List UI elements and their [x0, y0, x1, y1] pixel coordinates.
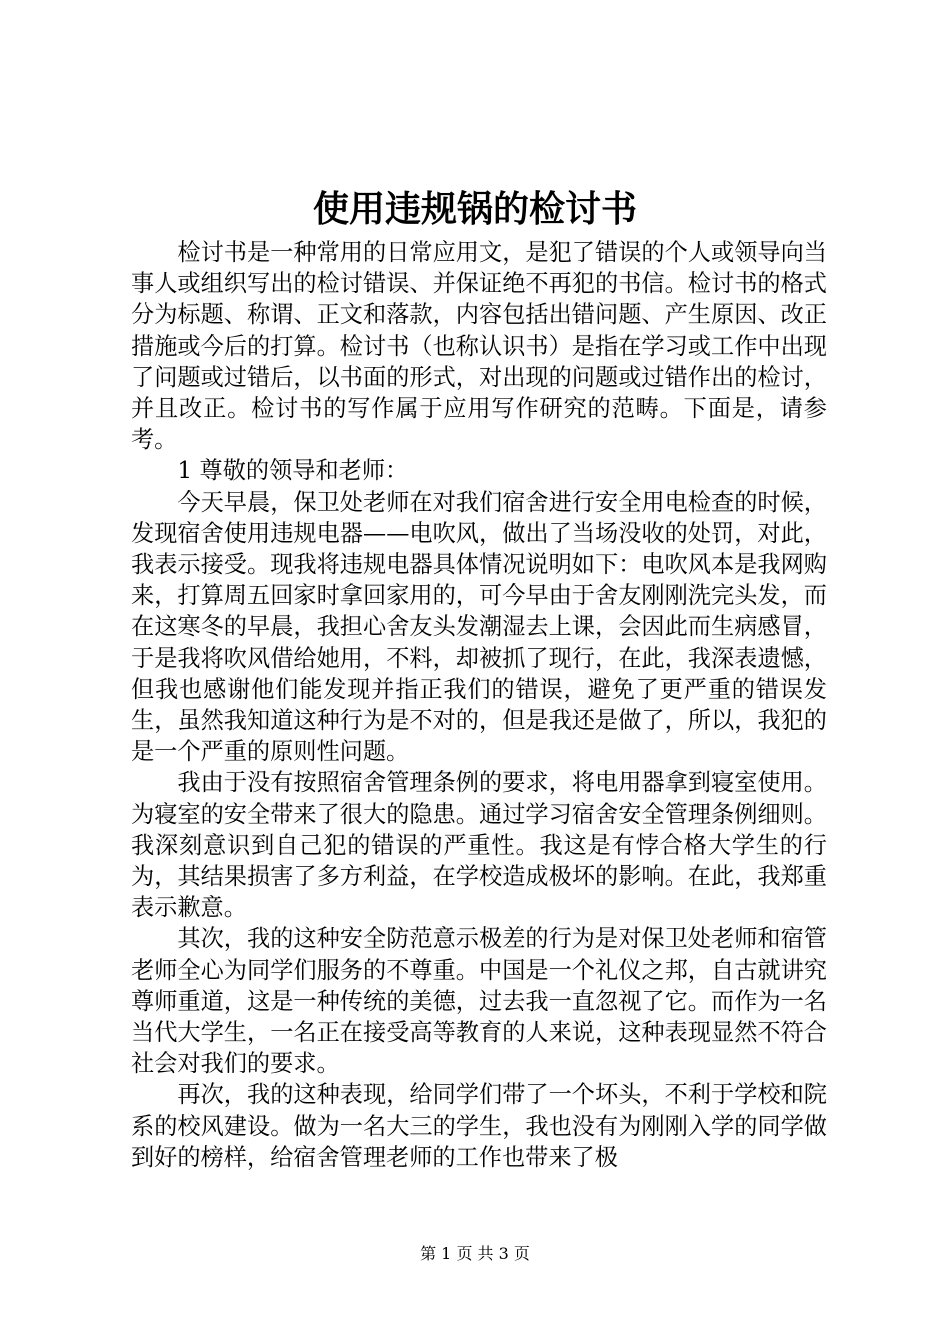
- body-paragraph: 我由于没有按照宿舍管理条例的要求，将电用器拿到寝室使用。为寝室的安全带来了很大的隐患。通过学习宿舍安全管理条例细则。我深刻意识到自己犯的错误的严重性。我这是有悖合格大学生的行为，其结果损害了多方利益，在学校造成极坏的影响。在此，我郑重表示歉意。: [131, 769, 827, 922]
- document-body: [131, 237, 827, 1173]
- body-paragraph: 再次，我的这种表现，给同学们带了一个坏头，不利于学校和院系的校风建设。做为一名大三的学生，我也没有为刚刚入学的同学做到好的榜样，给宿舍管理老师的工作也带来了极: [131, 1081, 827, 1171]
- intro-paragraph: 检讨书是一种常用的日常应用文，是犯了错误的个人或领导向当事人或组织写出的检讨错误、并保证绝不再犯的书信。检讨书的格式分为标题、称谓、正文和落款，内容包括出错问题、产生原因、改正措施或今后的打算。检讨书（也称认识书）是指在学习或工作中出现了问题或过错后，以书面的形式，对出现的问题或过错作出的检讨，并且改正。检讨书的写作属于应用写作研究的范畴。下面是，请参考。: [131, 239, 827, 454]
- page-title: 使用违规锅的检讨书: [312, 188, 637, 230]
- body-paragraph: 其次，我的这种安全防范意示极差的行为是对保卫处老师和宿管老师全心为同学们服务的不尊重。中国是一个礼仪之邦，自古就讲究尊师重道，这是一种传统的美德，过去我一直忽视了它。而作为一名当代大学生，一名正在接受高等教育的人来说，这种表现显然不符合社会对我们的要求。: [131, 925, 827, 1078]
- page-number-footer: 第 1 页 共 3 页: [420, 1244, 530, 1263]
- body-paragraph: 今天早晨，保卫处老师在对我们宿舍进行安全用电检查的时候，发现宿舍使用违规电器——电吹风，做出了当场没收的处罚，对此，我表示接受。现我将违规电器具体情况说明如下：电吹风本是我网购来，打算周五回家时拿回家用的，可今早由于舍友刚刚洗完头发，而在这寒冬的早晨，我担心舍友头发潮湿去上课，会因此而生病感冒，于是我将吹风借给她用，不料，却被抓了现行，在此，我深表遗憾，但我也感谢他们能发现并指正我们的错误，避免了更严重的错误发生，虽然我知道这种行为是不对的，但是我还是做了，所以，我犯的是一个严重的原则性问题。: [131, 488, 827, 766]
- salutation: 1 尊敬的领导和老师：: [177, 457, 409, 485]
